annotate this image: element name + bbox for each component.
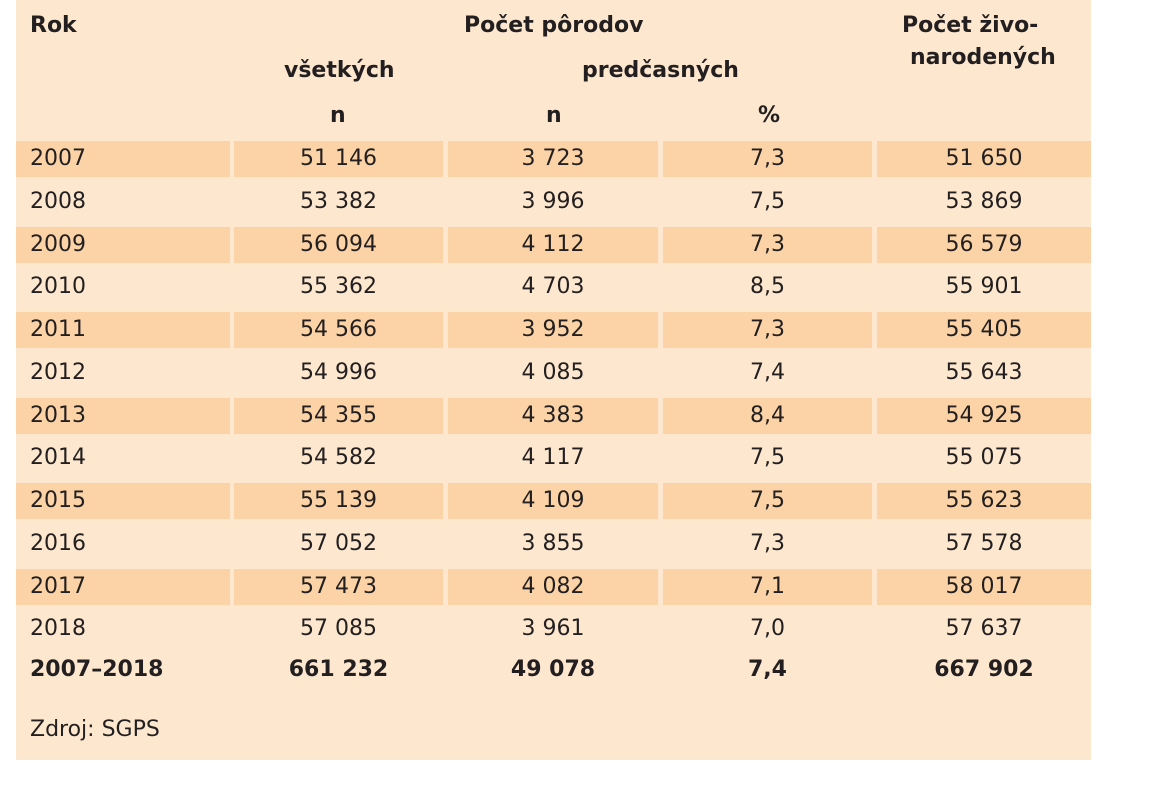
total-row <box>16 652 1091 688</box>
table-row <box>16 569 1091 605</box>
cell-zivonarodenych: 53 869 <box>945 189 1023 214</box>
cell-predcasnych: 4 082 <box>448 569 658 605</box>
cell-percent: 7,0 <box>750 616 785 641</box>
table-row <box>16 440 1091 476</box>
cell-zivonarodenych: 55 075 <box>945 445 1023 470</box>
cell-percent: 7,4 <box>750 360 785 385</box>
cell-rok: 2018 <box>30 616 86 641</box>
total-percent: 7,4 <box>748 657 787 682</box>
cell-rok: 2007 <box>16 141 230 177</box>
cell-vsetkych: 54 996 <box>300 360 377 385</box>
cell-predcasnych: 3 996 <box>521 189 585 214</box>
cell-zivonarodenych: 55 405 <box>877 312 1091 348</box>
cell-zivonarodenych: 56 579 <box>877 227 1091 263</box>
source-note: Zdroj: SGPS <box>30 717 160 742</box>
cell-percent: 7,5 <box>750 189 785 214</box>
table-row <box>16 526 1091 562</box>
cell-vsetkych: 57 473 <box>234 569 443 605</box>
cell-predcasnych: 4 085 <box>521 360 585 385</box>
cell-rok: 2016 <box>30 531 86 556</box>
cell-percent: 7,3 <box>663 141 872 177</box>
header-vsetkych: všetkých <box>284 58 395 83</box>
total-predcasnych: 49 078 <box>510 657 596 682</box>
cell-vsetkych: 57 085 <box>300 616 377 641</box>
table-row <box>16 227 1091 263</box>
cell-vsetkych: 54 582 <box>300 445 377 470</box>
header-rok: Rok <box>30 13 77 38</box>
total-rok: 2007–2018 <box>30 657 164 682</box>
cell-rok: 2009 <box>16 227 230 263</box>
cell-rok: 2010 <box>30 274 86 299</box>
cell-rok: 2014 <box>30 445 86 470</box>
cell-percent: 7,3 <box>750 531 785 556</box>
cell-predcasnych: 3 952 <box>448 312 658 348</box>
table-row <box>16 269 1091 305</box>
header-n-preterm: n <box>546 103 562 128</box>
table-row <box>16 184 1091 220</box>
cell-vsetkych: 56 094 <box>234 227 443 263</box>
table-row <box>16 483 1091 519</box>
cell-predcasnych: 4 109 <box>448 483 658 519</box>
cell-predcasnych: 3 961 <box>521 616 585 641</box>
cell-zivonarodenych: 55 623 <box>877 483 1091 519</box>
cell-zivonarodenych: 58 017 <box>877 569 1091 605</box>
table-row <box>16 312 1091 348</box>
cell-percent: 7,3 <box>663 227 872 263</box>
cell-percent: 7,1 <box>663 569 872 605</box>
cell-zivonarodenych: 51 650 <box>877 141 1091 177</box>
table-row <box>16 355 1091 391</box>
cell-rok: 2012 <box>30 360 86 385</box>
table-row <box>16 141 1091 177</box>
table-row <box>16 611 1091 647</box>
cell-predcasnych: 4 112 <box>448 227 658 263</box>
cell-predcasnych: 4 703 <box>521 274 585 299</box>
cell-percent: 7,5 <box>663 483 872 519</box>
header-percent: % <box>758 103 781 128</box>
cell-zivonarodenych: 57 578 <box>945 531 1023 556</box>
header-zivonarodenych-line2: narodených <box>910 45 1056 70</box>
cell-predcasnych: 3 723 <box>448 141 658 177</box>
cell-percent: 7,5 <box>750 445 785 470</box>
cell-vsetkych: 55 362 <box>300 274 377 299</box>
cell-rok: 2008 <box>30 189 86 214</box>
header-pocet-porodov: Počet pôrodov <box>464 13 644 38</box>
table-row <box>16 398 1091 434</box>
cell-vsetkych: 51 146 <box>234 141 443 177</box>
total-vsetkych: 661 232 <box>288 657 389 682</box>
cell-percent: 8,4 <box>663 398 872 434</box>
cell-zivonarodenych: 57 637 <box>945 616 1023 641</box>
cell-zivonarodenych: 55 643 <box>945 360 1023 385</box>
cell-rok: 2011 <box>16 312 230 348</box>
cell-vsetkych: 54 566 <box>234 312 443 348</box>
cell-predcasnych: 4 383 <box>448 398 658 434</box>
total-zivonarodenych: 667 902 <box>934 657 1034 682</box>
cell-rok: 2017 <box>16 569 230 605</box>
cell-rok: 2013 <box>16 398 230 434</box>
cell-vsetkych: 55 139 <box>234 483 443 519</box>
header-predcasnych: predčasných <box>582 58 739 83</box>
header-n-all: n <box>330 103 346 128</box>
cell-predcasnych: 3 855 <box>521 531 585 556</box>
cell-percent: 8,5 <box>750 274 785 299</box>
table-panel <box>16 0 1091 760</box>
cell-vsetkych: 57 052 <box>300 531 377 556</box>
cell-zivonarodenych: 55 901 <box>945 274 1023 299</box>
cell-rok: 2015 <box>16 483 230 519</box>
cell-percent: 7,3 <box>663 312 872 348</box>
header-zivonarodenych-line1: Počet živo- <box>902 13 1039 38</box>
cell-zivonarodenych: 54 925 <box>877 398 1091 434</box>
cell-vsetkych: 54 355 <box>234 398 443 434</box>
cell-vsetkych: 53 382 <box>300 189 377 214</box>
cell-predcasnych: 4 117 <box>521 445 585 470</box>
